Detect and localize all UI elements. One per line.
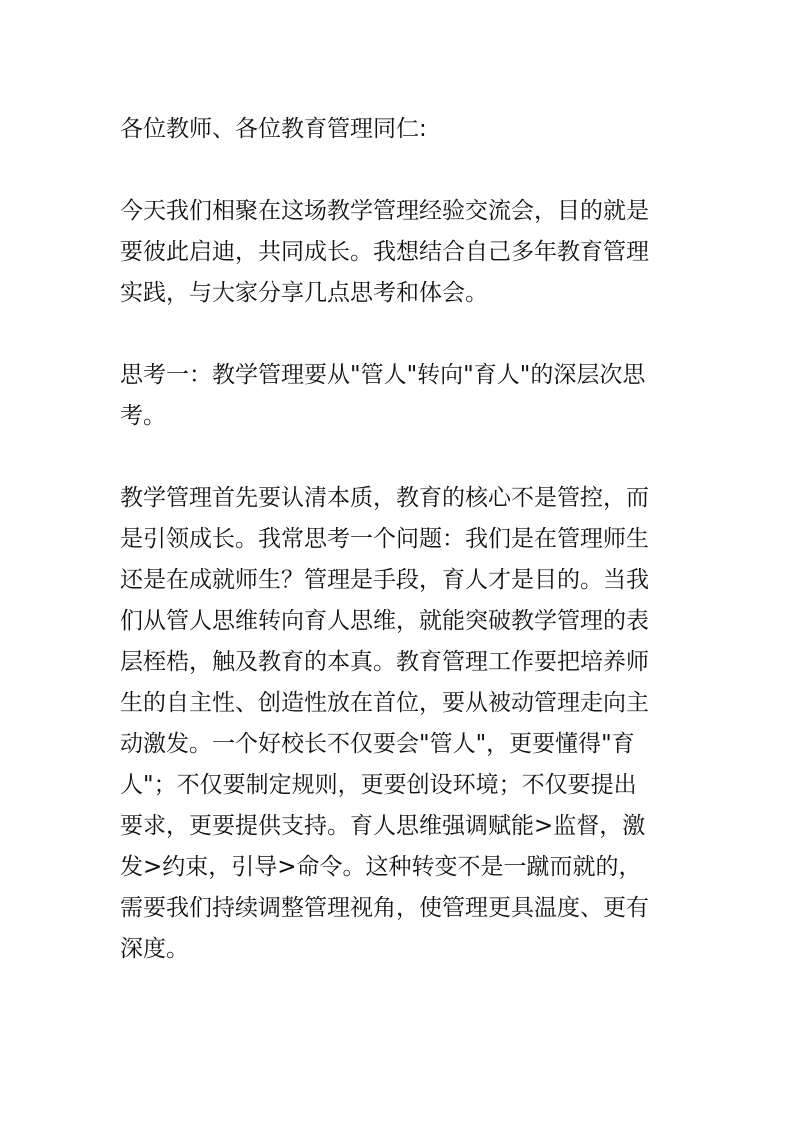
text-line: 深度。	[120, 936, 189, 962]
text-line: 动激发。一个好校长不仅要会"管人"，更要懂得"育	[120, 731, 635, 757]
text-line: 要求，更要提供支持。育人思维强调赋能>监督，激	[120, 813, 646, 839]
text-line: 思考一：教学管理要从"管人"转向"育人"的深层次思	[120, 362, 646, 388]
text-line: 是引领成长。我常思考一个问题：我们是在管理师生	[120, 526, 649, 552]
text-line: 人"；不仅要制定规则，更要创设环境；不仅要提出	[120, 772, 637, 798]
text-line: 需要我们持续调整管理视角，使管理更具温度、更有	[120, 895, 649, 921]
text-line: 教学管理首先要认清本质，教育的核心不是管控，而	[120, 485, 649, 511]
document-body	[120, 109, 680, 1011]
text-line: 生的自主性、创造性放在首位，要从被动管理走向主	[120, 690, 649, 716]
body-paragraph	[120, 478, 680, 970]
heading-thought-one	[120, 355, 680, 437]
text-line: 要彼此启迪，共同成长。我想结合自己多年教育管理	[120, 239, 649, 265]
text-line: 层桎梏，触及教育的本真。教育管理工作要把培养师	[120, 649, 649, 675]
intro-paragraph	[120, 191, 680, 314]
text-line: 各位教师、各位教育管理同仁:	[120, 116, 427, 142]
salutation	[120, 109, 680, 150]
text-line: 们从管人思维转向育人思维，就能突破教学管理的表	[120, 608, 649, 634]
text-line: 还是在成就师生？管理是手段，育人才是目的。当我	[120, 567, 649, 593]
text-line: 今天我们相聚在这场教学管理经验交流会，目的就是	[120, 198, 649, 224]
text-line: 实践，与大家分享几点思考和体会。	[120, 280, 488, 306]
text-line: 考。	[120, 403, 166, 429]
text-line: 发>约束，引导>命令。这种转变不是一蹴而就的，	[120, 854, 642, 880]
